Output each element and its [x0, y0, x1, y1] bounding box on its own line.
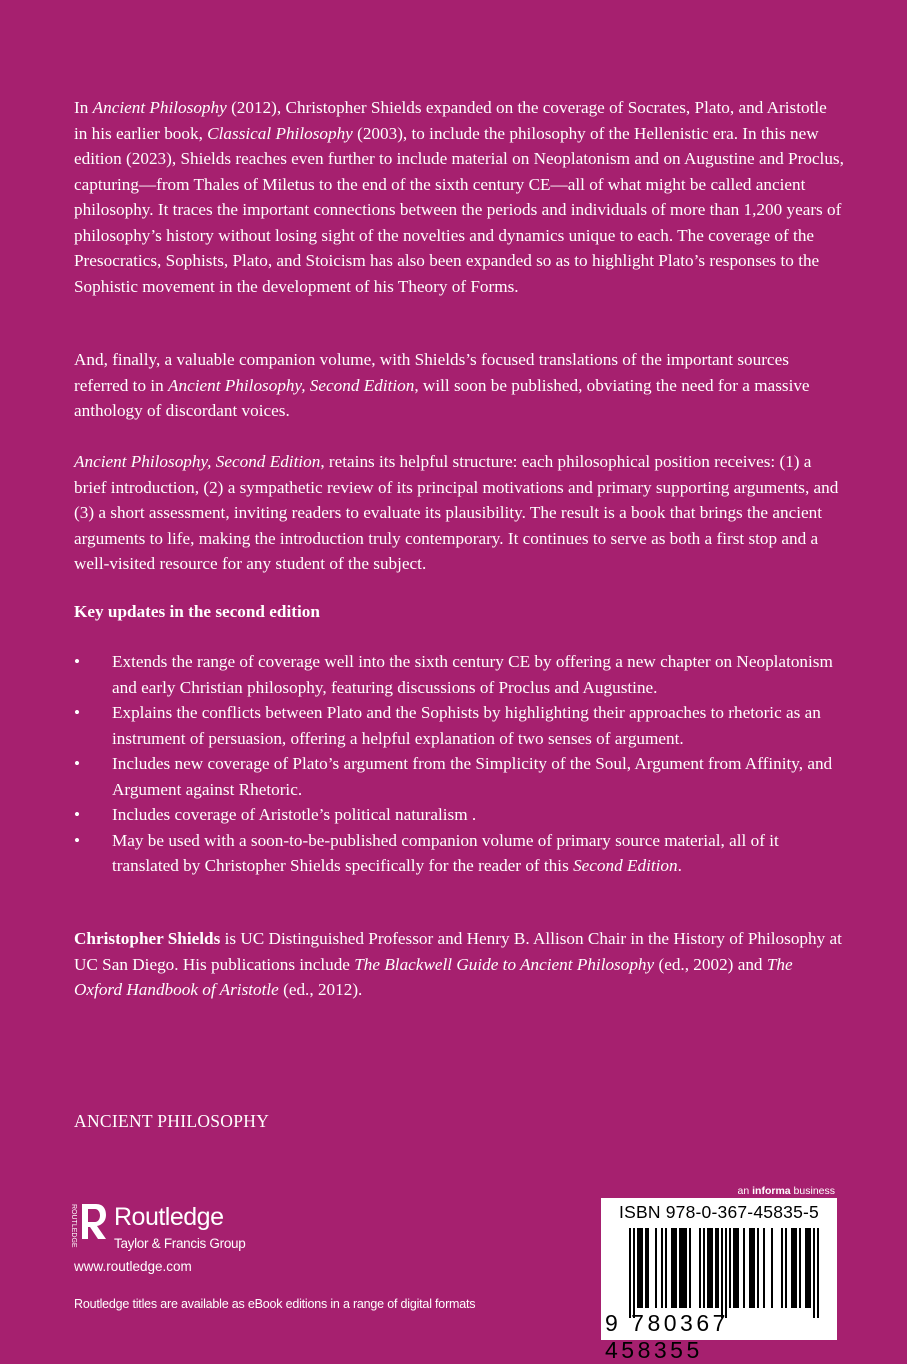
barcode-bar — [737, 1228, 739, 1308]
barcode-bar — [681, 1228, 683, 1308]
bullet-icon: • — [74, 703, 81, 722]
description-structure-paragraph — [74, 449, 844, 577]
informa-business-tagline: an informa business — [737, 1185, 835, 1197]
publisher-website-link[interactable]: www.routledge.com — [74, 1259, 192, 1274]
barcode-bar — [699, 1228, 701, 1308]
bullet-icon: • — [74, 805, 81, 824]
barcode-bar — [715, 1228, 717, 1308]
barcode-bar — [749, 1228, 751, 1308]
barcode-bar — [641, 1228, 643, 1308]
publisher-group: Taylor & Francis Group — [114, 1236, 246, 1251]
barcode-bar — [743, 1228, 745, 1308]
barcode-bar — [753, 1228, 755, 1308]
barcode-bar — [725, 1228, 727, 1318]
barcode-bar — [711, 1228, 713, 1308]
author-bio — [74, 926, 844, 1003]
barcode-bar — [751, 1228, 753, 1308]
barcode-bar — [709, 1228, 711, 1308]
bullet-icon: • — [74, 754, 81, 773]
barcode-bar — [637, 1228, 639, 1308]
logo-vertical-lettering: ROUTLEDGE — [70, 1204, 77, 1248]
key-updates-list — [74, 649, 844, 879]
barcode-bar — [661, 1228, 663, 1308]
bullet-icon: • — [74, 830, 81, 850]
barcode-bar — [707, 1228, 709, 1308]
barcode-bar — [799, 1228, 801, 1308]
isbn-barcode — [601, 1198, 837, 1363]
barcode-bar — [629, 1228, 631, 1318]
barcode-bar — [813, 1228, 815, 1318]
informa-brand: informa — [752, 1185, 791, 1197]
intro-text: In Ancient Philosophy (2012), Christopher Shields expanded on the coverage of Socrates, Plato, and Aristotle in his earlier book, Classical Philosophy (2003), to include the philosophy of the Hellenistic era. In this new edition (2023), Shields reaches even further to include material on Neoplatonism and on Augustine and Proclus, capturing—from Thales of Miletus to the end of the sixth century CE—all of what might be called ancient philosophy. It traces the important connections between the periods and individuals of more than 1,200 years of philosophy’s history without losing sight of the novelties and dynamics unique to each. The coverage of the Presocratics, Sophists, Plato, and Stoicism has also been expanded so as to highlight Plato’s responses to the Sophistic movement in the development of his Theory of Forms. — [74, 98, 844, 296]
barcode-bar — [673, 1228, 675, 1308]
barcode-bar — [791, 1228, 793, 1308]
barcode-bar — [771, 1228, 773, 1308]
barcode-bar — [809, 1228, 811, 1308]
list-item: • Includes new coverage of Plato’s argument from the Simplicity of the Soul, Argument from Affinity, and Argument against Rhetoric. — [74, 751, 844, 802]
barcode-bar — [639, 1228, 641, 1308]
barcode-bar — [683, 1228, 685, 1308]
key-updates-heading: Key updates in the second edition — [74, 602, 320, 621]
barcode-bar — [679, 1228, 681, 1308]
list-item: • Explains the conflicts between Plato and the Sophists by highlighting their approaches to rhetoric as an instrument of persuasion, offering a helpful explanation of two senses of argument. — [74, 700, 844, 751]
barcode-bar — [793, 1228, 795, 1308]
barcode-bar — [817, 1228, 819, 1318]
barcode-bar — [665, 1228, 667, 1308]
barcode-bar — [781, 1228, 783, 1308]
barcode-bar — [647, 1228, 649, 1308]
barcode-bar — [645, 1228, 647, 1308]
ebook-availability-note: Routledge titles are available as eBook editions in a range of digital formats — [74, 1297, 476, 1311]
description-companion-paragraph — [74, 347, 844, 424]
barcode-bar — [795, 1228, 797, 1308]
structure-text: Ancient Philosophy, Second Edition, retains its helpful structure: each philosophical position receives: (1) a brief introduction, (2) a sympathetic review of its principal motivations and primary supporting arguments, and (3) a short assessment, inviting readers to evaluate its plausibility. The result is a book that brings the ancient arguments to life, making the introduction truly contemporary. It continues to serve as both a first stop and a well-visited resource for any student of the subject. — [74, 452, 839, 573]
list-item: • May be used with a soon-to-be-published companion volume of primary source material, all of it translated by Christopher Shields specifically for the reader of this Second Edition. — [74, 828, 844, 879]
barcode-bar — [807, 1228, 809, 1308]
companion-text: And, finally, a valuable companion volume, with Shields’s focused translations of the important sources referred to in Ancient Philosophy, Second Edition, will soon be published, obviating the need for a massive anthology of discordant voices. — [74, 350, 810, 420]
barcode-bar — [685, 1228, 687, 1308]
barcode-digits: 9 780367 458355 — [605, 1310, 729, 1363]
barcode-bar — [703, 1228, 705, 1308]
list-item: • Extends the range of coverage well into the sixth century CE by offering a new chapter on Neoplatonism and early Christian philosophy, featuring discussions of Proclus and Augustine. — [74, 649, 844, 700]
author-bio-text: Christopher Shields is UC Distinguished Professor and Henry B. Allison Chair in the History of Philosophy at UC San Diego. His publications include The Blackwell Guide to Ancient Philosophy (ed., 2002) and The Oxford Handbook of Aristotle (ed., 2012). — [74, 929, 842, 999]
barcode-bar — [733, 1228, 735, 1308]
barcode-bar — [633, 1228, 635, 1318]
barcode-bar — [689, 1228, 691, 1308]
list-item: • Includes coverage of Aristotle’s political naturalism . — [74, 802, 844, 828]
barcode-bar — [729, 1228, 731, 1308]
barcode-bar — [717, 1228, 719, 1308]
barcode-bar — [721, 1228, 723, 1318]
barcode-bar — [805, 1228, 807, 1308]
publisher-name: Routledge — [114, 1203, 224, 1231]
isbn-text: ISBN 978-0-367-45835-5 — [619, 1202, 819, 1222]
barcode-bar — [757, 1228, 759, 1308]
series-label: ANCIENT PHILOSOPHY — [74, 1111, 270, 1131]
barcode-bar — [735, 1228, 737, 1308]
barcode-bar — [675, 1228, 677, 1308]
barcode-bar — [655, 1228, 657, 1308]
description-intro-paragraph — [74, 95, 844, 299]
barcode-bar — [785, 1228, 787, 1308]
barcode-bar — [763, 1228, 765, 1308]
bullet-icon: • — [74, 652, 81, 671]
barcode-bar — [671, 1228, 673, 1308]
routledge-logo-icon — [68, 1202, 108, 1258]
